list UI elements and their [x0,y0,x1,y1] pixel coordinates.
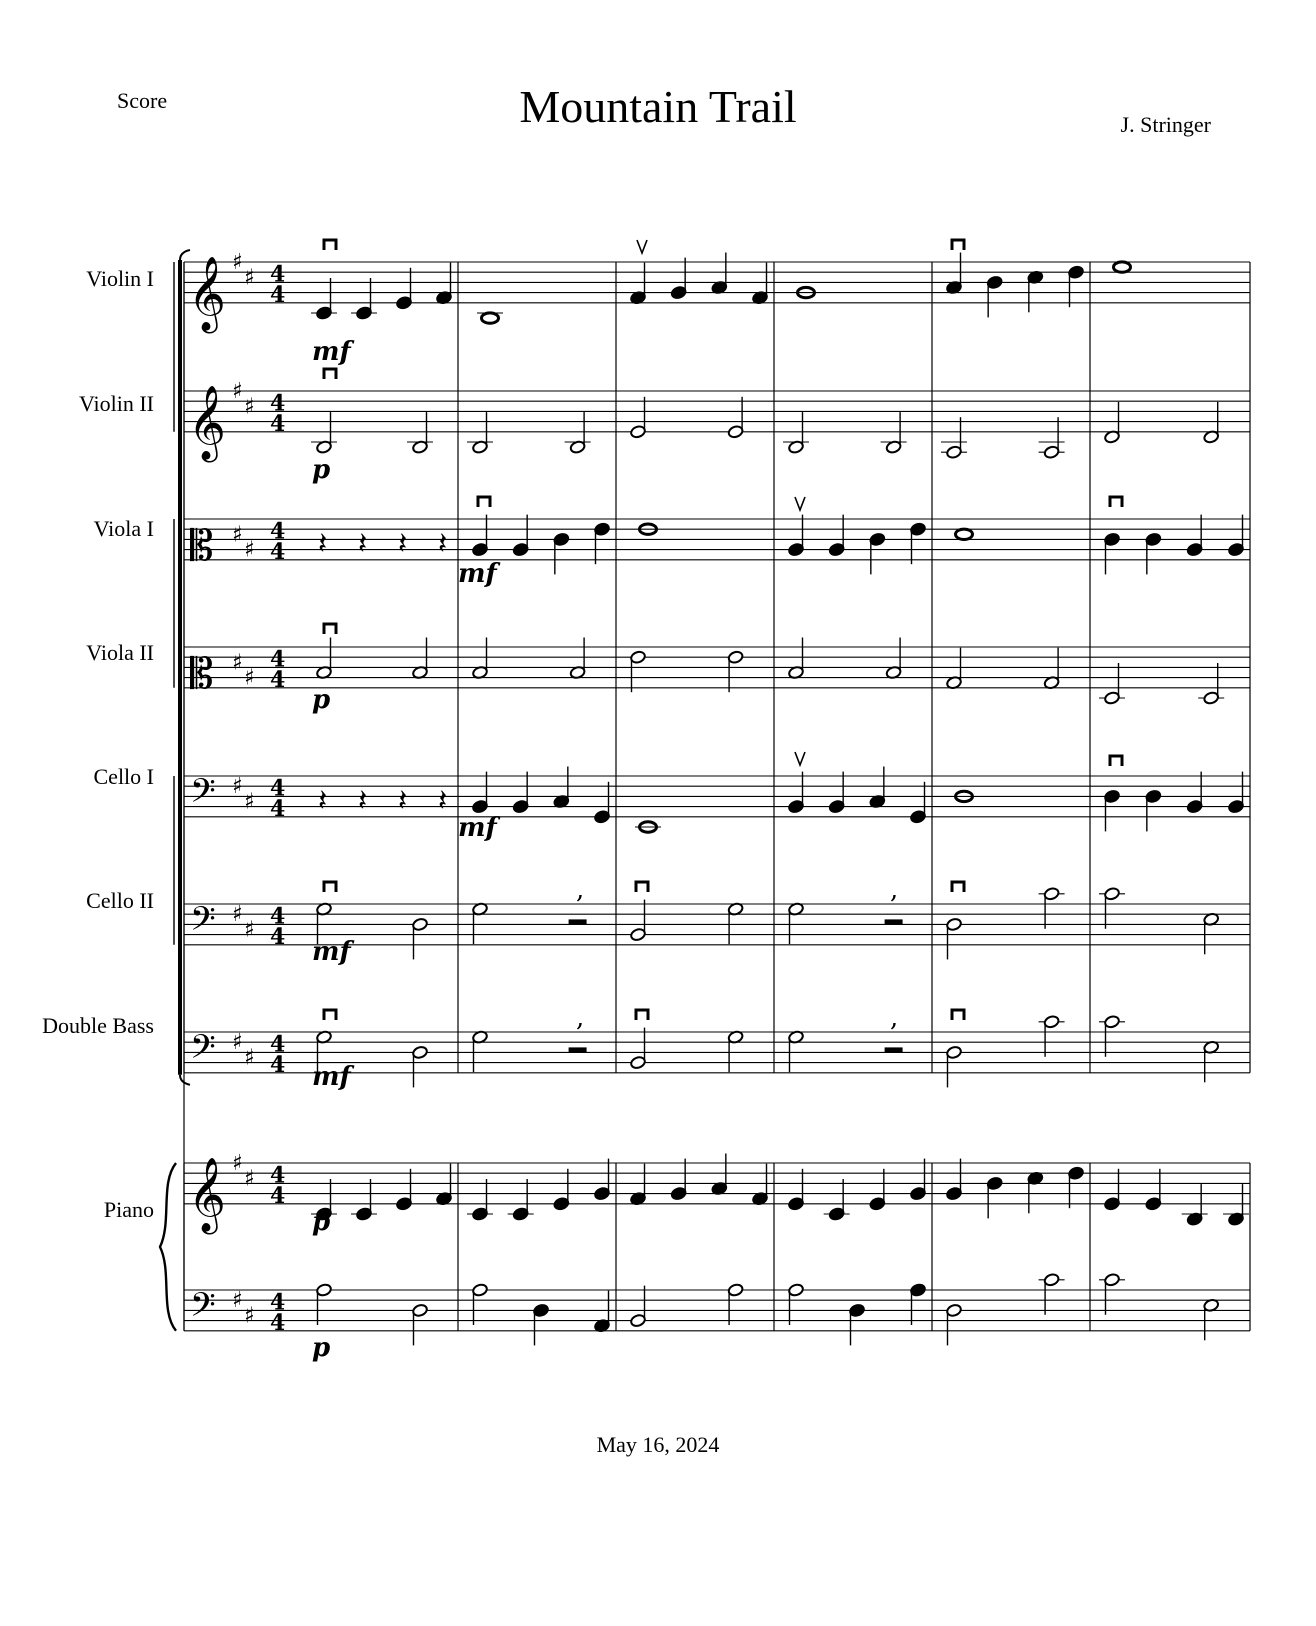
down-bow-icon [1110,497,1122,507]
down-bow-icon [324,369,336,379]
instrument-label-violin-1: Violin I [86,266,154,291]
instrument-label-piano: Piano [103,1197,154,1222]
bass-clef-icon: 𝄢 [190,772,216,819]
time-sig-number: 4 [270,775,286,802]
down-bow-icon [952,240,964,250]
time-sig-number: 4 [270,1309,286,1336]
time-sig-number: 4 [270,666,286,693]
note-head [956,529,973,539]
time-sig-number: 4 [270,1289,286,1316]
dynamic-marking: mf [312,937,351,967]
time-sig-number: 4 [270,281,286,308]
half-rest-icon [569,1047,587,1052]
down-bow-icon [324,240,336,250]
half-rest-icon [885,919,903,924]
quarter-rest-icon: 𝄽 [398,783,408,819]
treble-clef-icon: 𝄞 [188,256,226,331]
up-bow-icon [637,240,647,253]
instrument-label-viola-1: Viola I [93,516,154,541]
time-sig-number: 4 [270,1031,286,1058]
time-sig-number: 4 [270,795,286,822]
time-sig-number: 4 [270,1182,286,1209]
time-sig-number: 4 [270,518,286,545]
time-sig-number: 4 [270,646,286,673]
sharp-icon: ♯ [244,1045,255,1071]
time-sig-number: 4 [270,903,286,930]
quarter-rest-icon: 𝄽 [318,526,328,562]
breath-mark: , [890,1003,899,1033]
bracket-bottom-hook [180,1075,190,1085]
up-bow-icon [795,752,805,765]
instrument-label-double-bass: Double Bass [42,1013,154,1038]
half-rest-icon [885,1047,903,1052]
alto-clef-icon: 𝄡 [190,648,214,698]
sharp-icon: ♯ [232,1151,243,1176]
dynamic-marking: mf [312,1062,351,1092]
up-bow-icon [795,497,805,510]
bass-clef-icon: 𝄢 [190,1286,216,1333]
sharp-icon: ♯ [244,265,255,291]
breath-mark: , [576,875,585,905]
sharp-icon: ♯ [232,522,243,548]
down-bow-icon [952,882,964,892]
sharp-icon: ♯ [244,789,255,815]
sharp-icon: ♯ [244,537,255,563]
dynamic-marking: mf [458,813,497,843]
instrument-label-viola-2: Viola II [86,640,154,665]
down-bow-icon [324,624,336,634]
dynamic-marking: p [312,1333,331,1363]
time-sig-number: 4 [270,410,286,437]
instrument-label-cello-1: Cello I [93,764,154,789]
quarter-rest-icon: 𝄽 [438,526,448,562]
dynamic-marking: p [312,685,331,715]
bass-clef-icon: 𝄢 [190,1028,216,1075]
down-bow-icon [324,882,336,892]
instrument-label-cello-2: Cello II [86,888,154,913]
down-bow-icon [952,1010,964,1020]
down-bow-icon [324,1010,336,1020]
dynamic-marking: mf [312,337,351,367]
time-sig-number: 4 [270,1162,286,1189]
bass-clef-icon: 𝄢 [190,900,216,947]
score-title: Mountain Trail [519,81,797,132]
quarter-rest-icon: 𝄽 [318,783,328,819]
note-head [482,313,499,323]
sharp-icon: ♯ [232,250,243,275]
sharp-icon: ♯ [232,902,243,928]
sharp-icon: ♯ [232,1030,243,1056]
sharp-icon: ♯ [232,774,243,800]
dynamic-marking: p [312,1207,331,1237]
instrument-label-violin-2: Violin II [78,391,154,416]
treble-clef-icon: 𝄞 [188,1157,226,1232]
time-sig-number: 4 [270,261,286,288]
score-label: Score [117,88,168,113]
sharp-icon: ♯ [232,1288,243,1314]
dynamic-marking: mf [458,559,497,589]
sharp-icon: ♯ [244,1166,255,1192]
time-sig-number: 4 [270,390,286,417]
sharp-icon: ♯ [232,650,243,676]
half-rest-icon [569,919,587,924]
quarter-rest-icon: 𝄽 [398,526,408,562]
quarter-rest-icon: 𝄽 [358,783,368,819]
sharp-icon: ♯ [244,917,255,943]
down-bow-icon [1110,756,1122,766]
sharp-icon: ♯ [232,379,243,404]
sharp-icon: ♯ [244,394,255,420]
sharp-icon: ♯ [244,1303,255,1329]
down-bow-icon [636,1010,648,1020]
time-sig-number: 4 [270,538,286,565]
piano-brace [160,1163,176,1331]
down-bow-icon [478,497,490,507]
note-head [1114,262,1131,272]
down-bow-icon [636,882,648,892]
dynamic-marking: p [312,455,331,485]
time-sig-number: 4 [270,1051,286,1078]
quarter-rest-icon: 𝄽 [438,783,448,819]
sharp-icon: ♯ [244,665,255,691]
breath-mark: , [890,875,899,905]
time-sig-number: 4 [270,923,286,950]
score-date: May 16, 2024 [596,1432,720,1457]
breath-mark: , [576,1003,585,1033]
treble-clef-icon: 𝄞 [188,385,226,460]
composer-name: J. Stringer [1120,112,1211,137]
quarter-rest-icon: 𝄽 [358,526,368,562]
alto-clef-icon: 𝄡 [190,520,214,570]
